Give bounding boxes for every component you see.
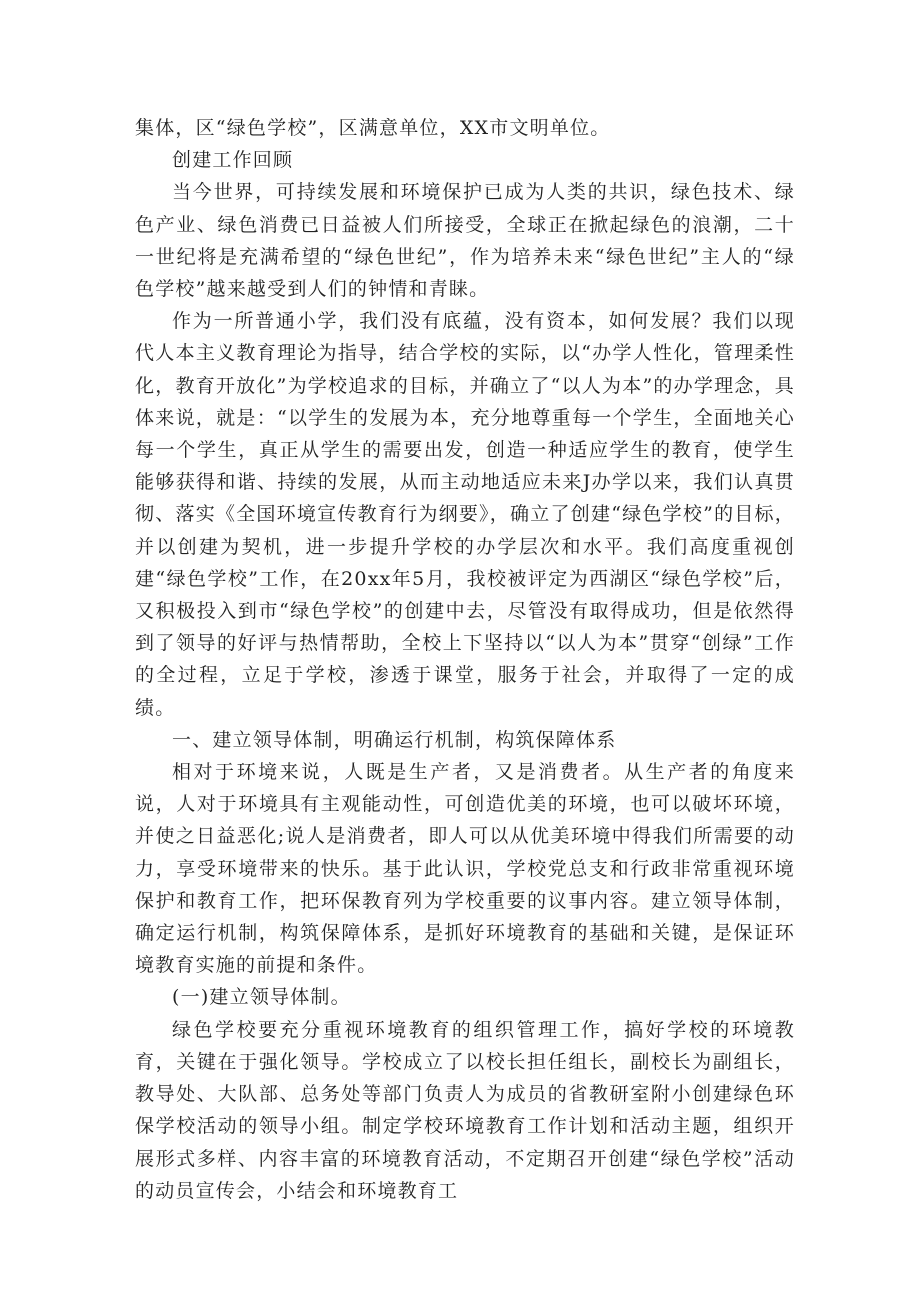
- subsection-heading-leadership-system: (一)建立领导体制。: [172, 986, 351, 1009]
- paragraph-continuation: 集体，区“绿色学校”，区满意单位，XX市文明单位。: [135, 117, 611, 139]
- section-heading-leadership: 一、建立领导体制，明确运行机制，构筑保障体系: [172, 728, 617, 751]
- section-heading-review: 创建工作回顾: [172, 149, 294, 172]
- paragraph-green-school-management: 绿色学校要充分重视环境教育的组织管理工作，搞好学校的环境教育，关键在于强化领导。学校成立了以校长担任组长，副校长为副组长，教导处、大队部、总务处等部门负责人为成员的省教研室附小创建绿色环保学校活动的领导小组。制定学校环境教育工作计划和活动主题，组织开展形式多样、内容丰富的环境教育活动，不定期召开创建“绿色学校”活动的动员宣传会，小结会和环境教育工: [135, 1018, 795, 1202]
- paragraph-world-green: 当今世界，可持续发展和环境保护已成为人类的共识，绿色技术、绿色产业、绿色消费已日益被人们所接受，全球正在掀起绿色的浪潮，二十一世纪将是充满希望的“绿色世纪”，作为培养未来“绿色世纪”主人的“绿色学校”越来越受到人们的钟情和青睐。: [135, 181, 795, 301]
- paragraph-human-environment: 相对于环境来说，人既是生产者，又是消费者。从生产者的角度来说，人对于环境具有主观能动性，可创造优美的环境，也可以破坏环境，并使之日益恶化;说人是消费者，即人可以从优美环境中得我们所需要的动力，享受环境带来的快乐。基于此认识，学校党总支和行政非常重视环境保护和教育工作，把环保教育列为学校重要的议事内容。建立领导体制，确定运行机制，构筑保障体系，是抓好环境教育的基础和关键，是保证环境教育实施的前提和条件。: [135, 761, 795, 977]
- paragraph-school-philosophy: 作为一所普通小学，我们没有底蕴，没有资本，如何发展？我们以现代人本主义教育理论为指导，结合学校的实际，以“办学人性化，管理柔性化，教育开放化”为学校追求的目标，并确立了“以人为本”的办学理念，具体来说，就是：“以学生的发展为本，充分地尊重每一个学生，全面地关心每一个学生，真正从学生的需要出发，创造一种适应学生的教育，使学生能够获得和谐、持续的发展，从而主动地适应未来J办学以来，我们认真贯彻、落实《全国环境宣传教育行为纲要》，确立了创建“绿色学校”的目标，并以创建为契机，进一步提升学校的办学层次和水平。我们高度重视创建“绿色学校”工作，在20xx年5月，我校被评定为西湖区“绿色学校”后，又积极投入到市“绿色学校”的创建中去，尽管没有取得成功，但是依然得到了领导的好评与热情帮助，全校上下坚持以“以人为本”贯穿“创绿”工作的全过程，立足于学校，渗透于课堂，服务于社会，并取得了一定的成绩。: [135, 310, 795, 719]
- document-body: [135, 112, 795, 1207]
